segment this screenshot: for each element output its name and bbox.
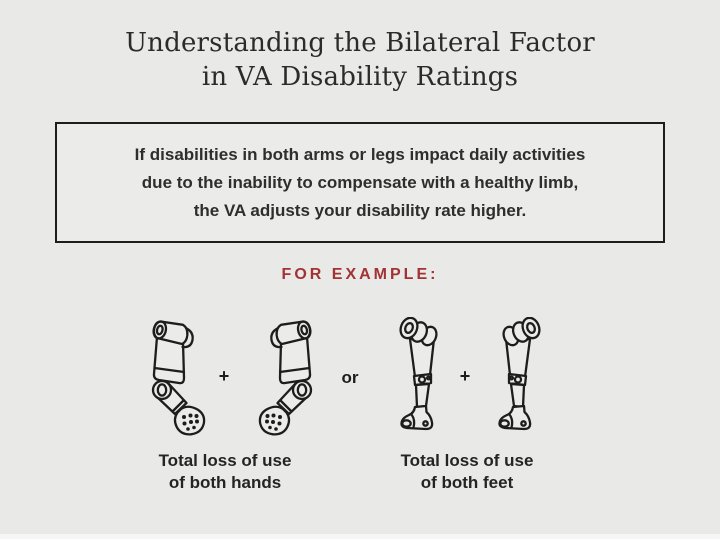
hands-caption-line-2: of both hands bbox=[168, 473, 282, 492]
explanation-line-2: due to the inability to compensate with a healthy limb, bbox=[141, 172, 579, 192]
or-label: or bbox=[341, 368, 359, 387]
for-example-heading: FOR EXAMPLE: bbox=[281, 266, 439, 283]
plus-sign-arms: + bbox=[218, 366, 230, 386]
title-line-1: Understanding the Bilateral Factor bbox=[125, 28, 595, 58]
plus-sign-legs: + bbox=[459, 366, 471, 386]
hands-caption bbox=[105, 450, 345, 494]
feet-caption bbox=[347, 450, 587, 494]
page-title bbox=[0, 26, 720, 94]
prosthetic-leg-right-icon bbox=[490, 317, 542, 439]
explanation-box bbox=[55, 122, 665, 243]
explanation-line-3: the VA adjusts your disability rate higher. bbox=[193, 200, 527, 220]
feet-caption-line-1: Total loss of use bbox=[400, 451, 534, 470]
prosthetic-arm-left-icon bbox=[146, 317, 208, 439]
title-line-2: in VA Disability Ratings bbox=[201, 62, 519, 92]
hands-caption-line-1: Total loss of use bbox=[158, 451, 292, 470]
prosthetic-leg-left-icon bbox=[398, 317, 450, 439]
feet-caption-line-2: of both feet bbox=[420, 473, 514, 492]
explanation-line-1: If disabilities in both arms or legs impact daily activities bbox=[134, 144, 586, 164]
bottom-edge-strip bbox=[0, 534, 720, 539]
prosthetic-arm-right-icon bbox=[256, 317, 318, 439]
